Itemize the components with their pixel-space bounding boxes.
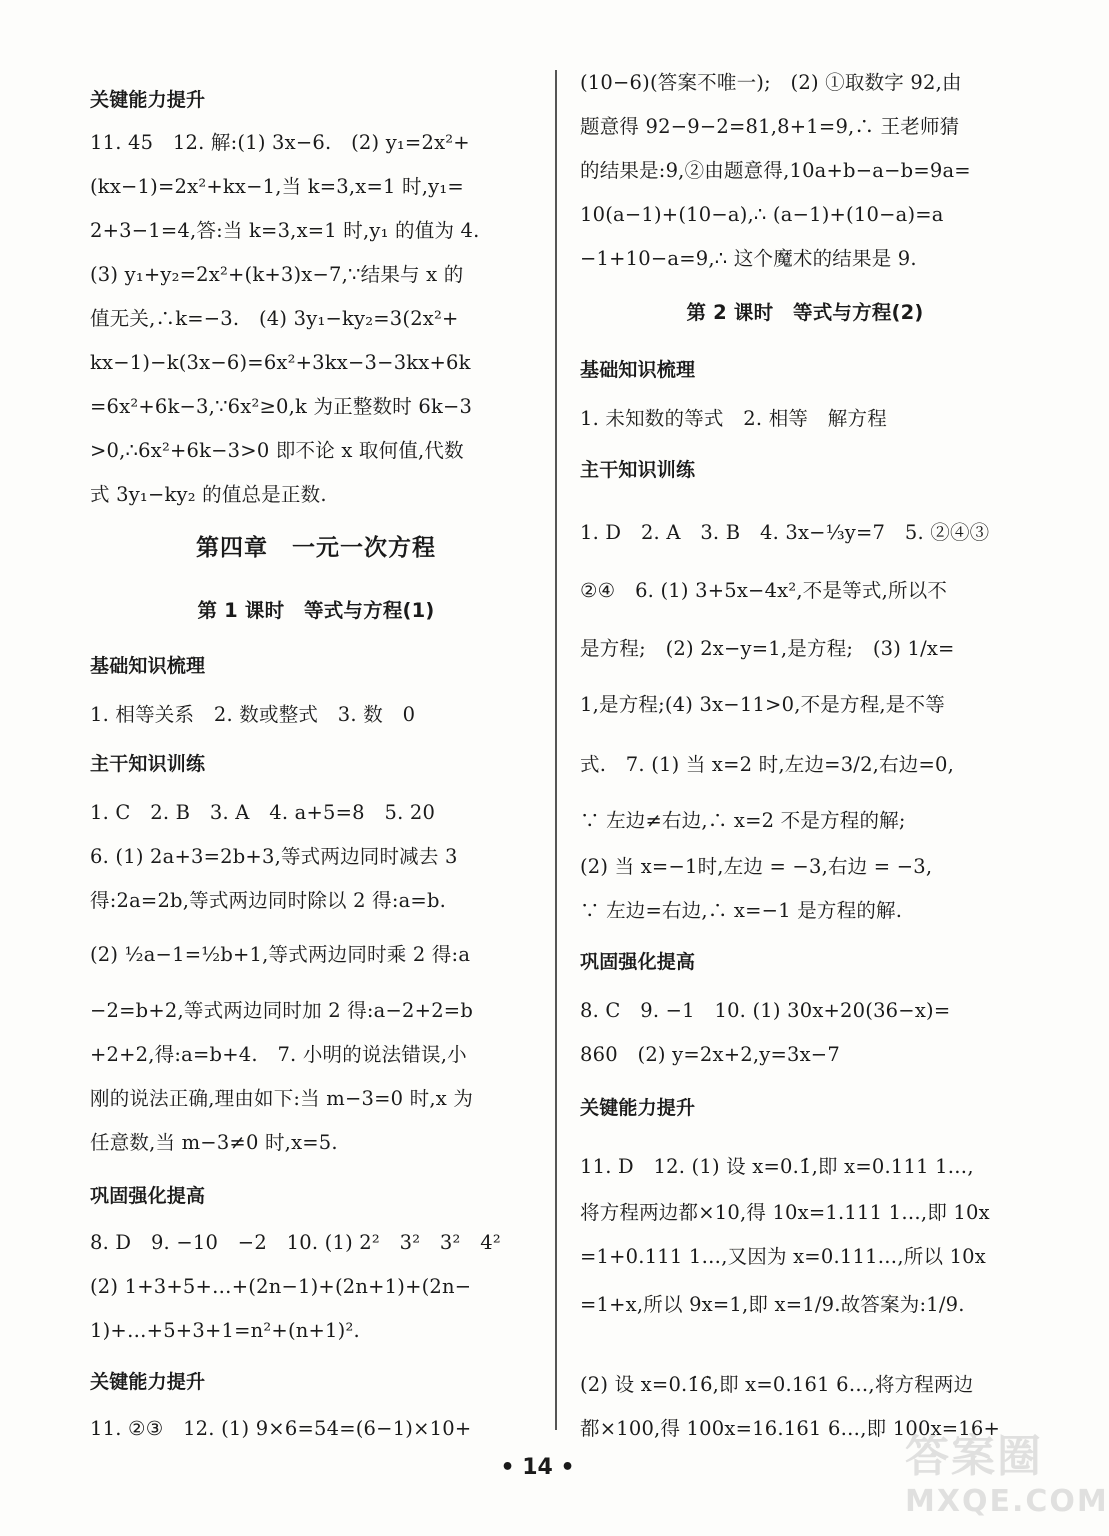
section-heading: 基础知识梳理: [580, 359, 696, 381]
section-heading: 关键能力提升: [90, 89, 206, 111]
section-heading: 巩固强化提高: [90, 1185, 206, 1207]
answer-line: 1,是方程;(4) 3x−11>0,不是方程,是不等: [580, 693, 945, 716]
answer-line: 都×100,得 100x=16.161 6…,即 100x=16+: [580, 1417, 1001, 1440]
answer-line: 6. (1) 2a+3=2b+3,等式两边同时减去 3: [90, 845, 458, 868]
chapter-title: 第四章 一元一次方程: [196, 535, 436, 561]
section-heading: 主干知识训练: [580, 459, 696, 481]
answer-line: 得:2a=2b,等式两边同时除以 2 得:a=b.: [90, 889, 447, 912]
answer-line: +2+2,得:a=b+4. 7. 小明的说法错误,小: [90, 1043, 467, 1066]
watermark-text: MXQE.COM: [905, 1484, 1109, 1519]
answer-line: 10(a−1)+(10−a),∴ (a−1)+(10−a)=a: [580, 203, 944, 226]
answer-line: (2) 1+3+5+…+(2n−1)+(2n+1)+(2n−: [90, 1275, 472, 1298]
section-heading: 关键能力提升: [580, 1097, 696, 1119]
answer-line: kx−1)−k(3x−6)=6x²+3kx−3−3kx+6k: [90, 351, 471, 374]
column-divider: [555, 70, 557, 1430]
lesson-title: 第 1 课时 等式与方程(1): [197, 599, 435, 622]
answer-line: >0,∴6x²+6k−3>0 即不论 x 取何值,代数: [90, 439, 464, 462]
answer-line: 1. C 2. B 3. A 4. a+5=8 5. 20: [90, 801, 436, 824]
answer-line: ②④ 6. (1) 3+5x−4x²,不是等式,所以不: [580, 579, 948, 602]
watermark-logo: [905, 1420, 1109, 1528]
answer-line: (2) ½a−1=½b+1,等式两边同时乘 2 得:a: [90, 943, 471, 966]
answer-line: ∵ 左边=右边,∴ x=−1 是方程的解.: [580, 899, 903, 922]
answer-line: 11. D 12. (1) 设 x=0.1̇,即 x=0.111 1…,: [580, 1155, 974, 1178]
answer-line: 1. 未知数的等式 2. 相等 解方程: [580, 407, 887, 430]
answer-line: 8. D 9. −10 −2 10. (1) 2² 3² 3² 4²: [90, 1231, 501, 1254]
answer-line: (2) 设 x=0.1̇6̇,即 x=0.161 6…,将方程两边: [580, 1373, 974, 1396]
answer-line: 860 (2) y=2x+2,y=3x−7: [580, 1043, 840, 1066]
answer-line: 1. D 2. A 3. B 4. 3x−⅓y=7 5. ②④③: [580, 521, 990, 544]
section-heading: 巩固强化提高: [580, 951, 696, 973]
answer-line: −2=b+2,等式两边同时加 2 得:a−2+2=b: [90, 999, 474, 1022]
answer-line: (3) y₁+y₂=2x²+(k+3)x−7,∵结果与 x 的: [90, 263, 464, 286]
answer-line: 1. 相等关系 2. 数或整式 3. 数 0: [90, 703, 416, 726]
watermark-glyphs: 答案圈: [905, 1431, 1043, 1482]
answer-line: 11. 45 12. 解:(1) 3x−6. (2) y₁=2x²+: [90, 131, 470, 154]
answer-line: 式. 7. (1) 当 x=2 时,左边=3/2,右边=0,: [580, 753, 955, 776]
section-heading: 基础知识梳理: [90, 655, 206, 677]
answer-line: 刚的说法正确,理由如下:当 m−3=0 时,x 为: [90, 1087, 474, 1110]
page-number: • 14 •: [500, 1455, 575, 1480]
answer-line: =1+x,所以 9x=1,即 x=1/9.故答案为:1/9.: [580, 1293, 965, 1316]
answer-line: 式 3y₁−ky₂ 的值总是正数.: [90, 483, 327, 506]
answer-line: 是方程; (2) 2x−y=1,是方程; (3) 1/x=: [580, 637, 955, 660]
left-column: [90, 62, 542, 1462]
right-column: [580, 62, 1030, 1462]
answer-line: 将方程两边都×10,得 10x=1.111 1…,即 10x: [580, 1201, 990, 1224]
answer-line: −1+10−a=9,∴ 这个魔术的结果是 9.: [580, 247, 917, 270]
lesson-title: 第 2 课时 等式与方程(2): [686, 301, 924, 324]
answer-line: 任意数,当 m−3≠0 时,x=5.: [90, 1131, 338, 1154]
section-heading: 关键能力提升: [90, 1371, 206, 1393]
answer-line: 的结果是:9,②由题意得,10a+b−a−b=9a=: [580, 159, 971, 182]
answer-line: 1)+…+5+3+1=n²+(n+1)².: [90, 1319, 360, 1342]
answer-line: ∵ 左边≠右边,∴ x=2 不是方程的解;: [580, 809, 906, 832]
section-heading: 主干知识训练: [90, 753, 206, 775]
answer-line: 8. C 9. −1 10. (1) 30x+20(36−x)=: [580, 999, 951, 1022]
answer-line: (2) 当 x=−1时,左边 = −3,右边 = −3,: [580, 855, 933, 878]
answer-line: 题意得 92−9−2=81,8+1=9,∴ 王老师猜: [580, 115, 960, 138]
answer-line: (10−6)(答案不唯一); (2) ①取数字 92,由: [580, 71, 962, 94]
answer-line: 2+3−1=4,答:当 k=3,x=1 时,y₁ 的值为 4.: [90, 219, 480, 242]
answer-line: 11. ②③ 12. (1) 9×6=54=(6−1)×10+: [90, 1417, 472, 1440]
answer-line: =1+0.111 1…,又因为 x=0.111…,所以 10x: [580, 1245, 986, 1268]
answer-line: 值无关,∴k=−3. (4) 3y₁−ky₂=3(2x²+: [90, 307, 459, 330]
answer-line: (kx−1)=2x²+kx−1,当 k=3,x=1 时,y₁=: [90, 175, 464, 198]
answer-line: =6x²+6k−3,∵6x²≥0,k 为正整数时 6k−3: [90, 395, 473, 418]
